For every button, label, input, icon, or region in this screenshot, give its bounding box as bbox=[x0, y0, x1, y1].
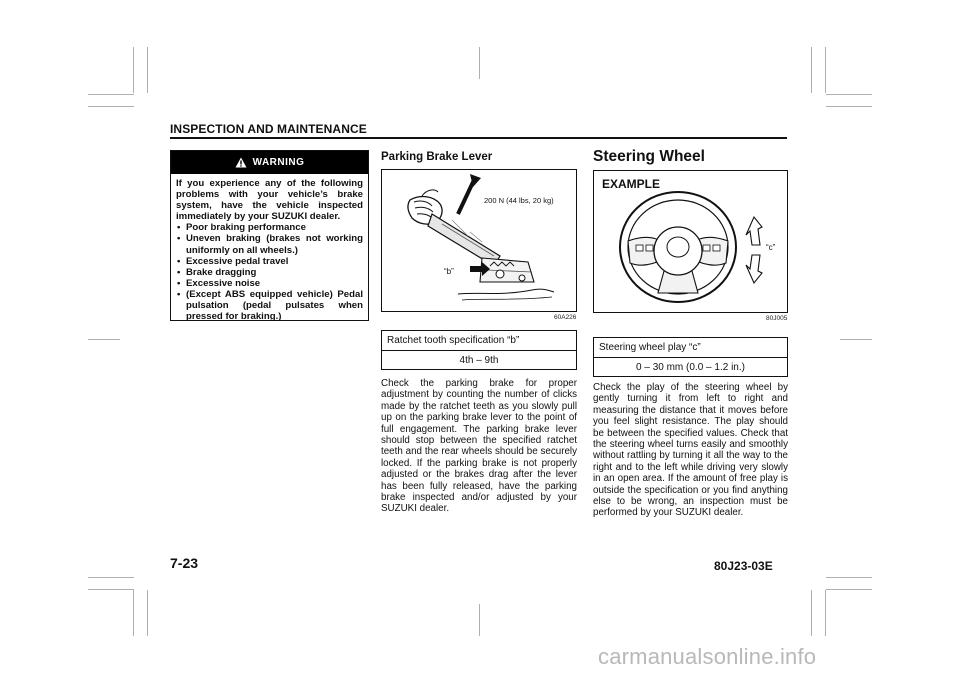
example-label: EXAMPLE bbox=[602, 177, 661, 191]
warning-triangle-icon bbox=[235, 157, 247, 168]
spec-value: 0 – 30 mm (0.0 – 1.2 in.) bbox=[594, 357, 787, 376]
steering-wheel-illustration bbox=[594, 171, 787, 312]
warning-list bbox=[176, 222, 363, 322]
spec-label: Steering wheel play “c” bbox=[599, 342, 701, 353]
warning-item: • Brake dragging bbox=[176, 267, 363, 278]
page-section-title: INSPECTION AND MAINTENANCE bbox=[170, 122, 367, 136]
warning-header bbox=[171, 151, 368, 174]
figure-code: 80J005 bbox=[766, 315, 788, 322]
steering-play-spec-table bbox=[593, 337, 788, 377]
warning-item: • (Except ABS equipped vehicle) Pedal pulsation (pedal pulsates when pressed for braking.) bbox=[176, 289, 363, 322]
parking-brake-lever-illustration bbox=[382, 170, 576, 311]
warning-item: • Uneven braking (brakes not working uniformly on all wheels.) bbox=[176, 233, 363, 255]
header-rule bbox=[170, 137, 787, 139]
ratchet-b-label: “b” bbox=[444, 267, 454, 276]
parking-brake-figure bbox=[381, 169, 577, 312]
document-code: 80J23-03E bbox=[714, 559, 773, 573]
page-number: 7-23 bbox=[170, 555, 199, 571]
warning-title: WARNING bbox=[252, 157, 305, 168]
watermark: carmanualsonline.info bbox=[598, 644, 817, 669]
steering-wheel-paragraph: Check the play of the steering wheel by gently turning it from left to right and measuring the distance that it moves before you feel slight resistance. The play should be between the specified values. Check that the steering wheel turns easily and smoothly without rattling by turning it all the way to the right and to the left while driving very slowly in an open area. If the amount of free play is outside the specification or you find anything else to be wrong, an inspection must be performed by your SUZUKI dealer. bbox=[593, 382, 788, 519]
warning-item: • Excessive noise bbox=[176, 278, 363, 289]
parking-brake-paragraph: Check the parking brake for proper adjustment by counting the number of clicks made by the ratchet teeth as you slowly pull up on the parking brake lever to the point of full engagement. The parking brake lever should stop between the specified ratchet teeth and the rear wheels should be securely locked. If the parking brake is not properly adjusted or the brakes drag after the lever has been fully released, have the parking brake inspected and/or adjusted by your SUZUKI dealer. bbox=[381, 378, 577, 515]
warning-box bbox=[170, 150, 369, 321]
warning-item: • Poor braking performance bbox=[176, 222, 363, 233]
force-label: 200 N (44 lbs, 20 kg) bbox=[484, 196, 554, 205]
parking-brake-heading: Parking Brake Lever bbox=[381, 151, 493, 163]
figure-code: 60A226 bbox=[554, 314, 577, 321]
steering-wheel-figure bbox=[593, 170, 788, 313]
warning-item: • Excessive pedal travel bbox=[176, 256, 363, 267]
ratchet-spec-table bbox=[381, 330, 577, 370]
spec-value: 4th – 9th bbox=[382, 350, 576, 369]
steering-wheel-heading: Steering Wheel bbox=[593, 148, 705, 165]
play-c-label: “c” bbox=[766, 243, 776, 252]
warning-intro: If you experience any of the following problems with your vehicle’s brake system, have the vehicle inspected immediately by your SUZUKI dealer. bbox=[176, 178, 363, 223]
spec-label: Ratchet tooth specification “b” bbox=[387, 335, 520, 346]
